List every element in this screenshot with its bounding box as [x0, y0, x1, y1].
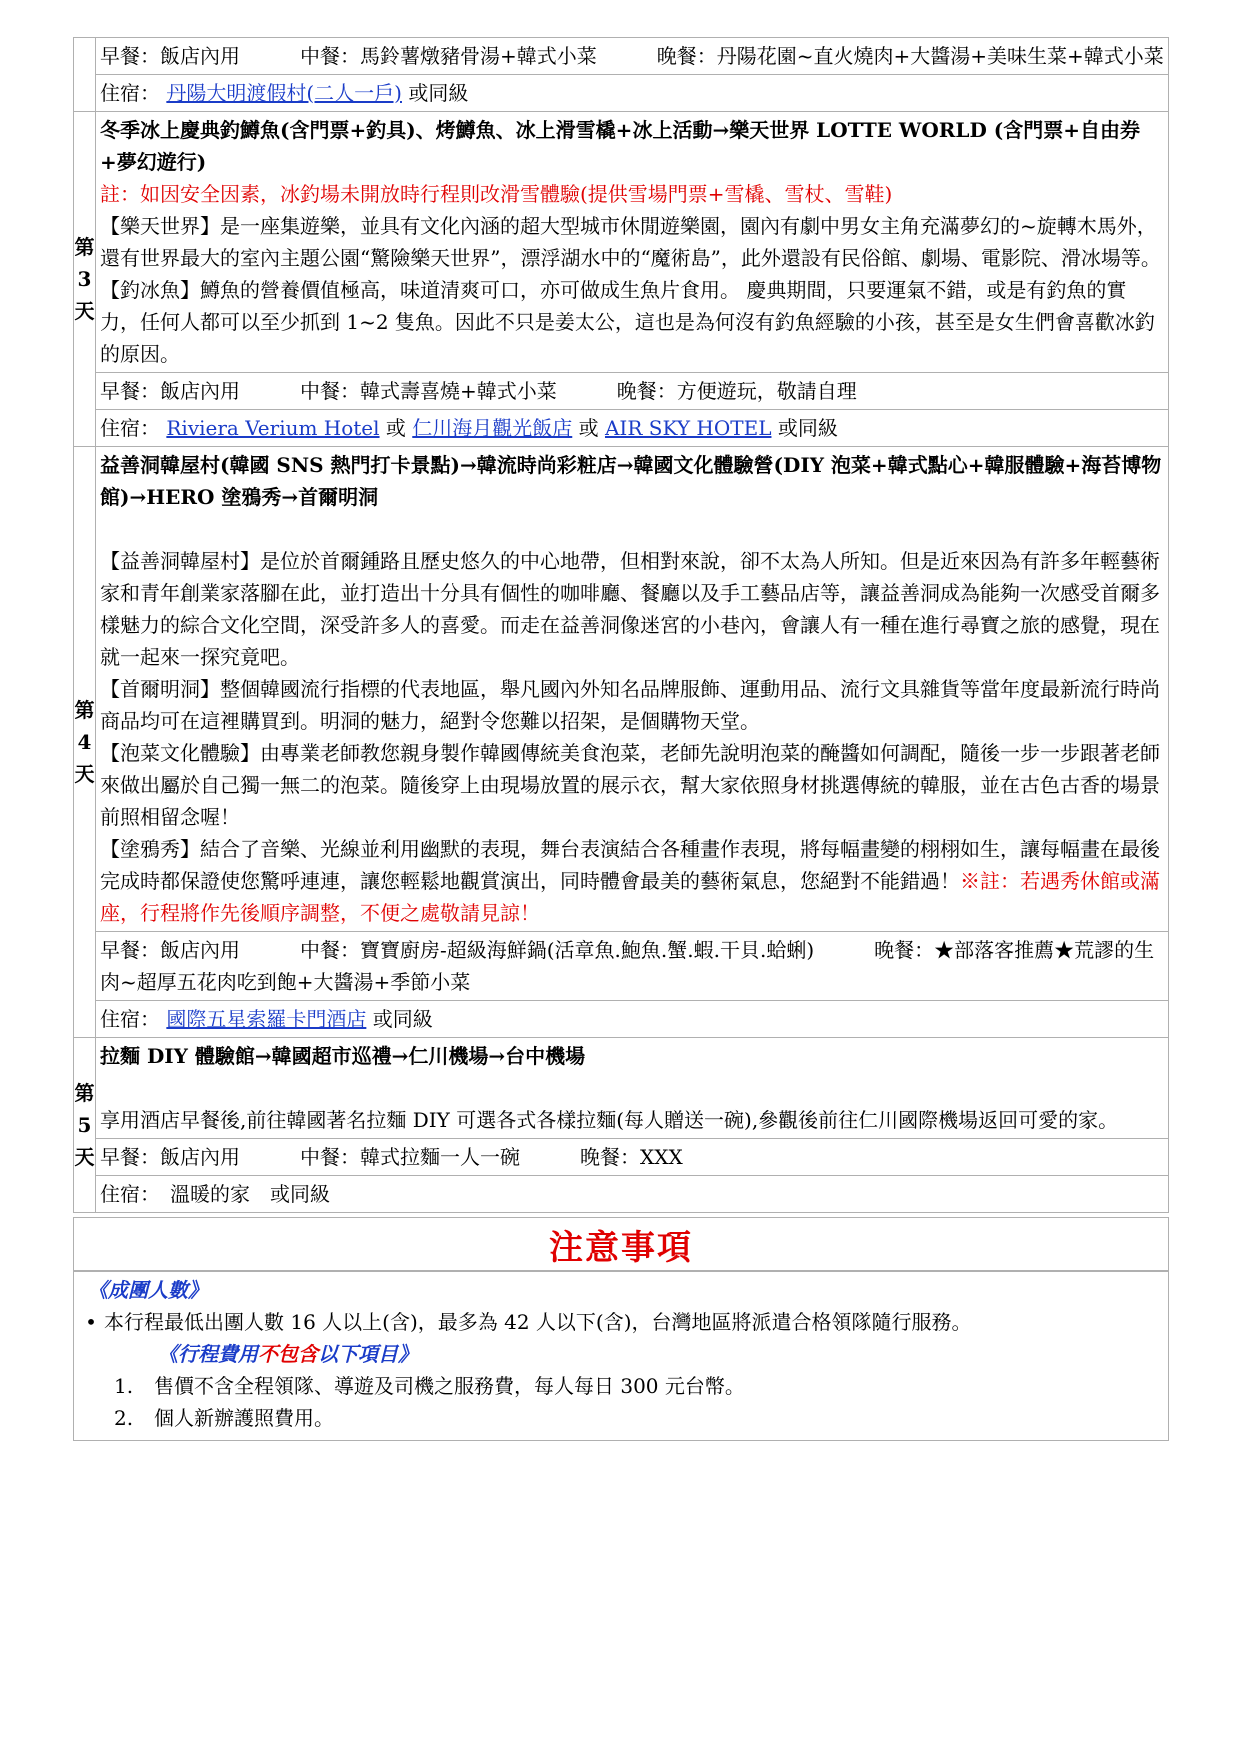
hotel-link-sorakamon[interactable]: 國際五星索羅卡門酒店 [166, 1007, 367, 1031]
day3-content [96, 112, 1169, 373]
day2-hotel-row [74, 75, 1169, 112]
day3-hotel [96, 410, 1169, 447]
day4-para-hero [100, 833, 1164, 929]
notice-body [73, 1271, 1169, 1441]
hotel-prefix: 住宿： [100, 81, 160, 105]
day5-label-1: 第 [74, 1081, 95, 1105]
day4-para-ikseon: 【益善洞韓屋村】是位於首爾鍾路且歷史悠久的中心地帶，但相對來說，卻不太為人所知。但是近來因為有許多年輕藝術家和青年創業家落腳在此，並打造出十分具有個性的咖啡廳、餐廳以及手工藝品店等，讓益善洞成為能夠一次感受首爾多樣魅力的綜合文化空間，深受許多人的喜愛。而走在益善洞像迷宮的小巷內，會讓人有一種在進行尋寶之旅的感覺，現在就一起來一探究竟吧。 [100, 549, 1160, 669]
hotel-link-riviera[interactable]: Riviera Verium Hotel [166, 416, 380, 440]
day5-hotel-row [74, 1176, 1169, 1213]
day3-para-fishing: 【釣冰魚】鱒魚的營養價值極高，味道清爽可口，亦可做成生魚片食用。 慶典期間，只要運氣不錯，或是有釣魚的實力，任何人都可以至少抓到 1~2 隻魚。因此不只是姜太公，這也是為何沒有釣魚經驗的小孩，甚至是女生們會喜歡冰釣的原因。 [100, 278, 1155, 366]
day5-content [96, 1038, 1169, 1139]
day2-meals: 早餐：飯店內用 中餐：馬鈴薯燉豬骨湯+韓式小菜 晚餐：丹陽花園~直火燒肉+大醬湯+美味生菜+韓式小菜 [96, 38, 1169, 75]
item-text: 個人新辦護照費用。 [154, 1406, 334, 1430]
day3-meals-row [74, 373, 1169, 410]
day4-content [96, 447, 1169, 932]
day4-label-3: 天 [74, 762, 95, 786]
day5-meals-row [74, 1139, 1169, 1176]
hotel-link-danyang[interactable]: 丹陽大明渡假村(二人一戶) [166, 81, 402, 105]
group-size-text: 本行程最低出團人數 16 人以上(含)，最多為 42 人以下(含)，台灣地區將派遣合格領隊隨行服務。 [104, 1310, 972, 1334]
day3-label-1: 第 [74, 235, 95, 259]
day4-hotel [96, 1001, 1169, 1038]
day2-meals-row [74, 38, 1169, 75]
hotel-suffix: 或同級 [372, 1007, 433, 1031]
day4-para-kimchi: 【泡菜文化體驗】由專業老師教您親身製作韓國傳統美食泡菜，老師先說明泡菜的醃醬如何調配，隨後一步一步跟著老師來做出屬於自己獨一無二的泡菜。隨後穿上由現場放置的展示衣，幫大家依照身材挑選傳統的韓服，並在古色古香的場景前照相留念喔！ [100, 741, 1160, 829]
day4-content-row [74, 447, 1169, 932]
day4-label [74, 447, 96, 1038]
day3-para-lotte: 【樂天世界】是一座集遊樂，並具有文化內涵的超大型城市休閒遊樂園，園內有劇中男女主角充滿夢幻的~旋轉木馬外，還有世界最大的室內主題公園“驚險樂天世界”，漂浮湖水中的“魔術島”，此外還設有民俗館、劇場、電影院、滑冰場等。 [100, 214, 1161, 270]
notice-header [73, 1217, 1169, 1271]
day5-label-2: 5 [77, 1113, 92, 1137]
group-size-heading: 《成團人數》 [88, 1278, 208, 1302]
day2-label-cell [74, 38, 96, 112]
day4-label-2: 4 [77, 730, 92, 754]
hotel-suffix: 或同級 [777, 416, 838, 440]
day3-hotel-row [74, 410, 1169, 447]
day4-hero-note: ※註：若遇秀休館或滿座，行程將作先後順序調整，不便之處敬請見諒！ [100, 869, 1160, 925]
spacer [100, 513, 1164, 545]
fee-head-b: 不包含 [258, 1342, 318, 1366]
day3-content-row [74, 112, 1169, 373]
day4-meals-row [74, 932, 1169, 1001]
day4-label-1: 第 [74, 698, 95, 722]
list-item [74, 1402, 1168, 1434]
day4-title: 益善洞韓屋村(韓國 SNS 熱門打卡景點)→韓流時尚彩粧店→韓國文化體驗營(DIY 泡菜+韓式點心+韓服體驗+海苔博物館)→HERO 塗鴉秀→首爾明洞 [100, 453, 1162, 509]
fee-head-a: 《行程費用 [158, 1342, 258, 1366]
day5-label [74, 1038, 96, 1213]
bullet-icon: • [85, 1310, 97, 1334]
hotel-link-airsky[interactable]: AIR SKY HOTEL [604, 416, 772, 440]
item-number: 1. [114, 1374, 134, 1398]
day5-content-row [74, 1038, 1169, 1139]
day4-hotel-row [74, 1001, 1169, 1038]
itinerary-document [73, 37, 1169, 1441]
spacer [100, 1072, 1164, 1104]
day5-hotel: 住宿： 溫暖的家 或同級 [96, 1176, 1169, 1213]
hotel-or: 或 [578, 416, 599, 440]
hotel-prefix: 住宿： [100, 1007, 160, 1031]
hotel-or: 或 [385, 416, 406, 440]
day3-label [74, 112, 96, 447]
day5-label-3: 天 [74, 1145, 95, 1169]
notice-title: 注意事項 [549, 1227, 693, 1268]
day3-label-2: 3 [77, 267, 92, 291]
day4-para-hero-text: 【塗鴉秀】結合了音樂、光線並利用幽默的表現，舞台表演結合各種畫作表現，將每幅畫變的栩栩如生，讓每幅畫在最後完成時都保證使您驚呼連連，讓您輕鬆地觀賞演出，同時體會最美的藝術氣息，您絕對不能錯過！ [100, 837, 1160, 893]
list-item [74, 1370, 1168, 1402]
fee-head-c: 以下項目》 [318, 1342, 418, 1366]
day3-note: 註：如因安全因素，冰釣場未開放時行程則改滑雪體驗(提供雪場門票+雪橇、雪杖、雪鞋) [100, 182, 893, 206]
day4-meals: 早餐：飯店內用 中餐：寶寶廚房-超級海鮮鍋(活章魚.鮑魚.蟹.蝦.干貝.蛤蜊) 晚餐：★部落客推薦★荒謬的生肉~超厚五花肉吃到飽+大醬湯+季節小菜 [96, 932, 1169, 1001]
item-text: 售價不含全程領隊、導遊及司機之服務費，每人每日 300 元台幣。 [154, 1374, 745, 1398]
day4-para-myeongdong: 【首爾明洞】整個韓國流行指標的代表地區，舉凡國內外知名品牌服飾、運動用品、流行文具雜貨等當年度最新流行時尚商品均可在這裡購買到。明洞的魅力，絕對令您難以招架，是個購物天堂。 [100, 677, 1160, 733]
day2-hotel [96, 75, 1169, 112]
day3-label-3: 天 [74, 299, 95, 323]
day5-meals: 早餐：飯店內用 中餐：韓式拉麵一人一碗 晚餐：XXX [96, 1139, 1169, 1176]
item-number: 2. [114, 1406, 134, 1430]
itinerary-table [73, 37, 1169, 1213]
hotel-suffix: 或同級 [408, 81, 469, 105]
day3-title: 冬季冰上慶典釣鱒魚(含門票+釣具)、烤鱒魚、冰上滑雪橇+冰上活動→樂天世界 LOTTE WORLD (含門票+自由券+夢幻遊行) [100, 118, 1140, 174]
hotel-link-incheon[interactable]: 仁川海月觀光飯店 [412, 416, 573, 440]
fee-exclusion-heading [74, 1338, 1168, 1370]
day5-title: 拉麵 DIY 體驗館→韓國超市巡禮→仁川機場→台中機場 [100, 1044, 586, 1068]
day3-meals: 早餐：飯店內用 中餐：韓式壽喜燒+韓式小菜 晚餐：方便遊玩，敬請自理 [96, 373, 1169, 410]
hotel-prefix: 住宿： [100, 416, 160, 440]
day5-para: 享用酒店早餐後,前往韓國著名拉麵 DIY 可選各式各樣拉麵(每人贈送一碗),參觀後前往仁川國際機場返回可愛的家。 [100, 1108, 1119, 1132]
group-size-item [74, 1306, 1168, 1338]
